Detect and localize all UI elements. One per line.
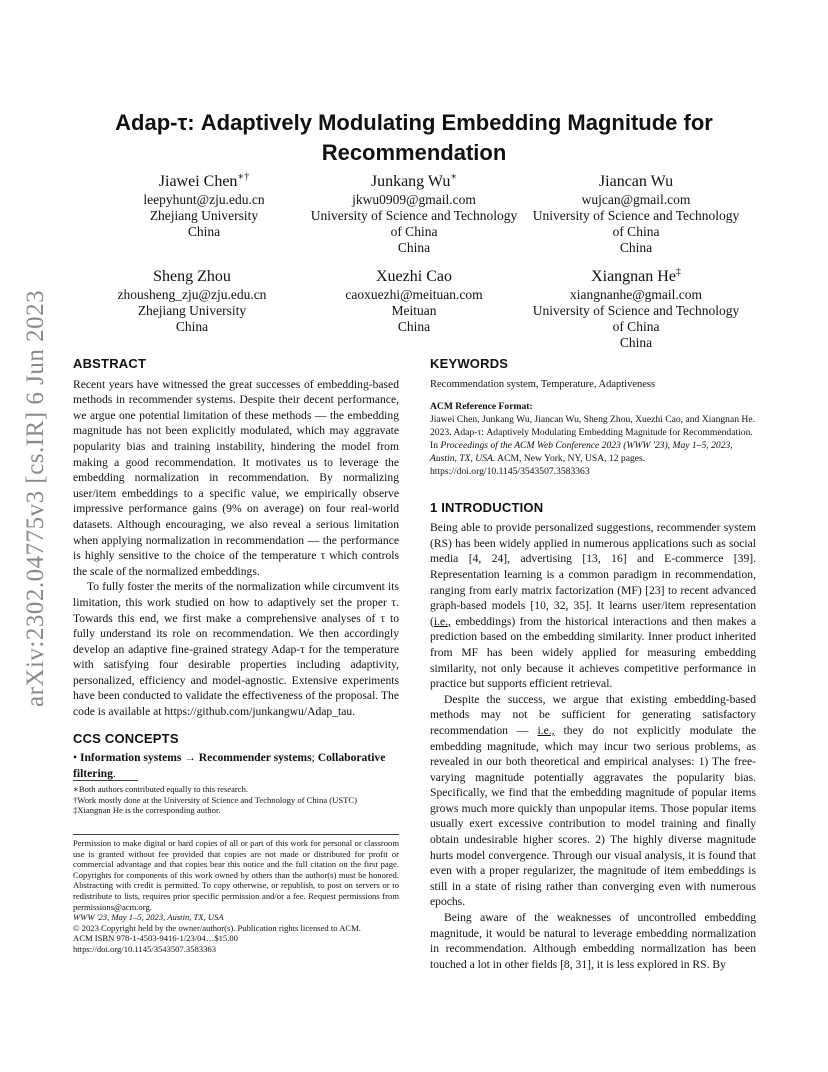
conference-line: WWW '23, May 1–5, 2023, Austin, TX, USA xyxy=(73,912,224,923)
copyright-line: © 2023 Copyright held by the owner/author(s). Publication rights licensed to ACM. xyxy=(73,922,361,933)
intro-paragraph: Being able to provide personalized suggestions, recommender system (RS) has been widely applied in numerous applications such as social media [4, 24], advertising [13, 16] and E-commerce [39]. Representation learning is a common paradigm in recommendation, ranging from early matrix factorization (MF) [23] to recent advanced graph-based models [10, 32, 35]. It learns user/item representation (i.e., embeddings) from the historical interactions and then makes a prediction based on the embedding similarity. Inner product inherited from MF has been widely applied for measuring embedding similarity, not only because it achieves competitive performance in practice but supports efficient retrieval. xyxy=(430,521,756,691)
author-name: Xiangnan He xyxy=(591,268,676,285)
doi-link: https://doi.org/10.1145/3543507.3583363 xyxy=(73,943,216,954)
footnote: ‡Xiangnan He is the corresponding author. xyxy=(73,805,221,816)
author-email: zhousheng_zju@zju.edu.cn xyxy=(117,287,267,302)
author-email: leepyhunt@zju.edu.cn xyxy=(143,192,265,207)
abstract-heading: ABSTRACT xyxy=(73,356,147,371)
keywords: Recommendation system, Temperature, Adaptiveness xyxy=(430,378,656,390)
author-affiliation: Zhejiang University xyxy=(149,208,259,223)
author-email: wujcan@gmail.com xyxy=(581,192,691,207)
author-affiliation: University of Science and Technology xyxy=(310,208,518,223)
permission-rule xyxy=(73,834,399,835)
keywords-heading: KEYWORDS xyxy=(430,356,509,371)
author-country: China xyxy=(187,224,221,239)
author-email: xiangnanhe@gmail.com xyxy=(569,287,703,302)
author-email: caoxuezhi@meituan.com xyxy=(345,287,483,302)
intro-paragraph: Despite the success, we argue that existing embedding-based methods may not be sufficient for generating satisfactory recommendation — i.e., they do not explicitly modulate the embedding magnitude, which may incur two serious problems, as revealed in our both theoretical and empirical analyses: 1) The free-varying magnitude potentially aggravates the popularity bias. Specifically, we find that the embedding magnitude of popular items grows much more quickly than unpopular items. Those popular items usually exert excessive contribution to model training and finally obtain undesirable higher scores. 2) The highly diverse magnitude hurts model convergence. Through our visual analysis, it is found that even with a proper regularizer, the magnitude of item embeddings is still in a state of rising rather than converging even with numerous epochs. xyxy=(430,692,756,909)
intro-paragraph: Being aware of the weaknesses of uncontrolled embedding magnitude, it would be natural to leverage embedding normalization in recommendation. Although embedding normalization has been touched a lot in other fields [8, 31], it is less explored in RS. By xyxy=(430,911,756,971)
author-affiliation-2: of China xyxy=(612,224,660,239)
arxiv-side-stamp: arXiv:2302.04775v3 [cs.IR] 6 Jun 2023 xyxy=(22,289,49,707)
author-block xyxy=(82,267,302,335)
footnote: †Work mostly done at the University of Science and Technology of China (USTC) xyxy=(73,794,357,805)
author-affiliation: Meituan xyxy=(391,303,437,318)
abstract-paragraph: To fully foster the merits of the normalization while circumvent its limitation, this work studied on how to adaptively set the proper τ. Towards this end, we first make a comprehensive analyses of τ to fully understand its role on recommendation. We then accordingly develop an adaptive fine-grained strategy Adap-τ for the temperature with satisfying four desirable properties including adaptivity, personalized, efficiency and model-agnostic. Extensive experiments have been conducted to validate the effectiveness of the proposal. The code is available at https://github.com/junkangwu/Adap_tau. xyxy=(73,580,399,719)
ref-format-heading: ACM Reference Format: xyxy=(430,400,533,412)
isbn-line: ACM ISBN 978-1-4503-9416-1/23/04…$15.00 xyxy=(73,933,238,944)
intro-heading: 1 INTRODUCTION xyxy=(430,499,544,515)
author-country: China xyxy=(619,335,653,350)
footnote-rule xyxy=(73,780,138,781)
author-mark: ∗ xyxy=(450,171,458,183)
abstract-paragraph: Recent years have witnessed the great successes of embedding-based methods in recommender systems. Despite their decent performance, we argue one potential limitation of these methods — the embedding magnitude has not been explicitly modulated, which may aggravate popularity bias and training instability, hindering the model from making a good recommendation. It motivates us to leverage the embedding normalization in recommendation. By normalizing user/item embeddings to a specific value, we empirically observe impressive performance gains (9% on average) on four real-world datasets. Although encouraging, we also reveal a serious limitation when applying normalization in recommendation — the performance is highly sensitive to the choice of the temperature τ which controls the scale of the normalized embeddings. xyxy=(73,377,399,578)
author-country: China xyxy=(397,240,431,255)
author-country: China xyxy=(397,319,431,334)
author-affiliation-2: of China xyxy=(612,319,660,334)
ccs-concepts: • Information systems → Recommender systems; Collaborative filtering. xyxy=(73,751,386,780)
ccs-heading: CCS CONCEPTS xyxy=(73,730,179,746)
author-mark: ‡ xyxy=(675,266,681,278)
left-column xyxy=(73,356,399,781)
author-affiliation: University of Science and Technology xyxy=(532,208,740,223)
author-block xyxy=(304,267,524,335)
permission-notice: Permission to make digital or hard copies of all or part of this work for personal or classroom use is granted without fee provided that copies are not made or distributed for profit or commercial advantage and that copies bear this notice and the full citation on the first page. Copyrights for components of this work owned by others than the author(s) must be honored. Abstracting with credit is permitted. To copy otherwise, or republish, to post on servers or to redistribute to lists, requires prior specific permission and/or a fee. Request permissions from permissions@acm.org. xyxy=(73,838,399,912)
footnote: ∗Both authors contributed equally to this research. xyxy=(73,784,249,794)
permission-block xyxy=(73,838,399,955)
author-block xyxy=(304,172,524,256)
paper-title: Adap-τ: Adaptively Modulating Embedding Magnitude for Recommendation xyxy=(115,110,713,165)
author-affiliation: University of Science and Technology xyxy=(532,303,740,318)
author-name: Jiawei Chen xyxy=(158,173,238,190)
author-name: Junkang Wu xyxy=(370,173,451,190)
author-country: China xyxy=(175,319,209,334)
author-block xyxy=(526,172,746,256)
author-name: Jiancan Wu xyxy=(598,173,674,190)
author-name: Sheng Zhou xyxy=(153,268,231,285)
author-country: China xyxy=(619,240,653,255)
author-mark: ∗† xyxy=(237,171,250,183)
footnotes xyxy=(73,784,399,816)
author-affiliation: Zhejiang University xyxy=(137,303,247,318)
ref-format: Jiawei Chen, Junkang Wu, Jiancan Wu, Sheng Zhou, Xuezhi Cao, and Xiangnan He. 2023. Adap-τ: Adaptively Modulating Embedding Magnitude for Recommendation. In Proceedings of the ACM Web Conference 2023 (WWW '23), May 1–5, 2023, Austin, TX, USA. ACM, New York, NY, USA, 12 pages. https://doi.org/10.1145/3543507.3583363 xyxy=(430,413,755,477)
author-name: Xuezhi Cao xyxy=(376,268,452,285)
right-column xyxy=(430,356,756,972)
author-block xyxy=(526,267,746,351)
author-block xyxy=(94,172,314,240)
author-email: jkwu0909@gmail.com xyxy=(352,192,476,207)
author-affiliation-2: of China xyxy=(390,224,438,239)
